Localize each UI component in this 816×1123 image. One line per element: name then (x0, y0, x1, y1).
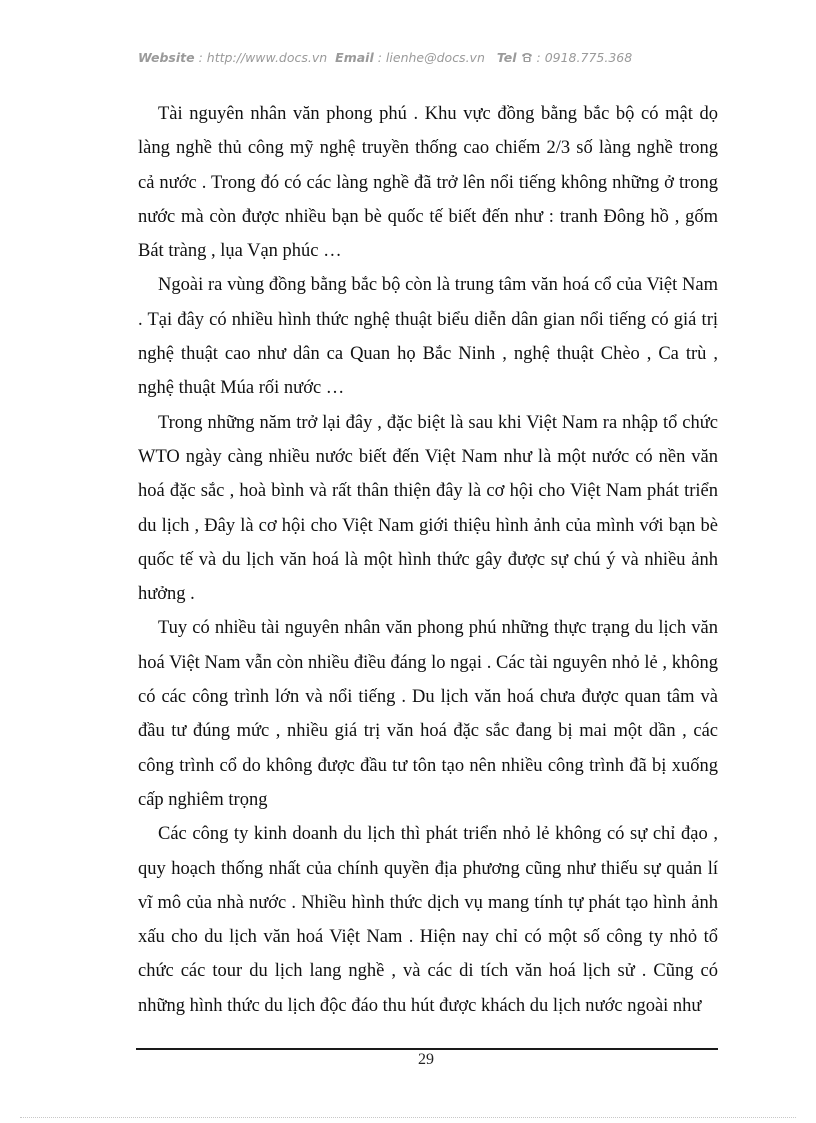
tel-label: Tel (496, 50, 517, 65)
footer-divider (136, 1048, 718, 1050)
page-bottom-border (20, 1117, 796, 1118)
paragraph: Ngoài ra vùng đồng bằng bắc bộ còn là trung tâm văn hoá cổ của Việt Nam . Tại đây có nhiều hình thức nghệ thuật biểu diễn dân gian nổi tiếng có giá trị nghệ thuật cao như dân ca Quan họ Bắc Ninh , nghệ thuật Chèo , Ca trù , nghệ thuật Múa rối nước … (138, 275, 718, 399)
page-number: 29 (418, 1051, 434, 1068)
email-label: Email (335, 50, 374, 65)
page-header (138, 50, 718, 65)
document-body (138, 97, 718, 1023)
website-label: Website (138, 50, 195, 65)
paragraph: Các công ty kinh doanh du lịch thì phát triển nhỏ lẻ không có sự chỉ đạo , quy hoạch thống nhất của chính quyền địa phương cũng như thiếu sự quản lí vĩ mô của nhà nước . Nhiều hình thức dịch vụ mang tính tự phát tạo hình ảnh xấu cho du lịch văn hoá Việt Nam . Hiện nay chỉ có một số công ty nhỏ tổ chức các tour du lịch lang nghề , và các di tích văn hoá lịch sử . Cũng có những hình thức du lịch độc đáo thu hút được khách du lịch nước ngoài như (138, 824, 718, 1016)
website-url[interactable]: : http://www.docs.vn (198, 50, 328, 65)
phone-icon (521, 52, 533, 63)
email-address[interactable]: : lienhe@docs.vn (377, 50, 485, 65)
paragraph: Tuy có nhiều tài nguyên nhân văn phong phú những thực trạng du lịch văn hoá Việt Nam vẫn còn nhiều điều đáng lo ngại . Các tài nguyên nhỏ lẻ , không có các công trình lớn và nổi tiếng . Du lịch văn hoá chưa được quan tâm và đầu tư đúng mức , nhiều giá trị văn hoá đặc sắc đang bị mai một dần , các công trình cổ do không được đầu tư tôn tạo nên nhiều công trình đã bị xuống cấp nghiêm trọng (138, 618, 718, 810)
paragraph: Tài nguyên nhân văn phong phú . Khu vực đồng bằng bắc bộ có mật dọ làng nghề thủ công mỹ nghệ truyền thống cao chiếm 2/3 số làng nghề trong cả nước . Trong đó có các làng nghề đã trở lên nổi tiếng không những ở trong nước mà còn được nhiều bạn bè quốc tế biết đến như : tranh Đông hồ , gốm Bát tràng , lụa Vạn phúc … (138, 104, 718, 262)
tel-number: : 0918.775.368 (536, 50, 633, 65)
paragraph: Trong những năm trở lại đây , đặc biệt là sau khi Việt Nam ra nhập tổ chức WTO ngày càng nhiều nước biết đến Việt Nam như là một nước có nền văn hoá đặc sắc , hoà bình và rất thân thiện đây là cơ hội cho Việt Nam phát triển du lịch , Đây là cơ hội cho Việt Nam giới thiệu hình ảnh của mình với bạn bè quốc tế và du lịch văn hoá là một hình thức gây được sự chú ý và nhiều ảnh hưởng . (138, 412, 718, 605)
